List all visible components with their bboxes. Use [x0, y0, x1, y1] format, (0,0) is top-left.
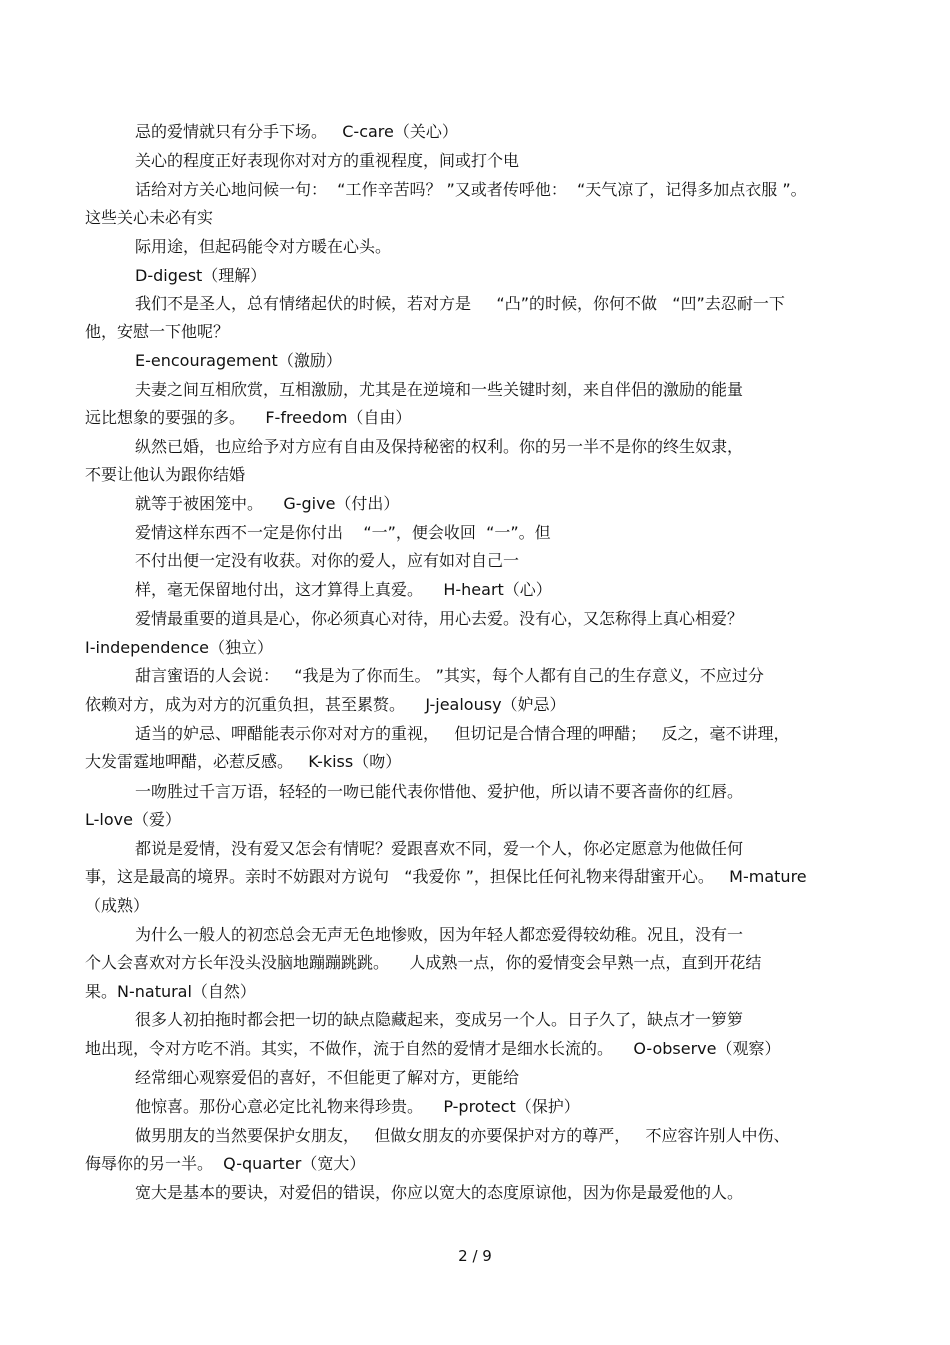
text-line: 我们不是圣人，总有情绪起伏的时候，若对方是 “凸”的时候，你何不做 “凹”去忍耐一下	[135, 294, 785, 313]
text-line: 爱情这样东西不一定是你付出 “一”，便会收回 “一”。但	[135, 523, 551, 542]
text-line: 一吻胜过千言万语，轻轻的一吻已能代表你惜他、爱护他，所以请不要吝啬你的红唇。	[135, 782, 744, 801]
text-line: 关心的程度正好表现你对对方的重视程度，间或打个电	[135, 151, 520, 170]
text-line: 很多人初拍拖时都会把一切的缺点隐藏起来，变成另一个人。日子久了，缺点才一箩箩	[135, 1010, 744, 1029]
text-line: 夫妻之间互相欣赏，互相激励，尤其是在逆境和一些关键时刻，来自伴侣的激励的能量	[135, 380, 744, 399]
text-line: 就等于被困笼中。 G-give（付出）	[135, 494, 400, 513]
text-line: 地出现，令对方吃不消。其实，不做作，流于自然的爱情才是细水长流的。 O-observe（观察）	[85, 1039, 781, 1058]
text-line: （成熟）	[85, 896, 150, 915]
text-line: L-love（爱）	[85, 810, 181, 829]
text-line: 侮辱你的另一半。 Q-quarter（宽大）	[85, 1154, 366, 1173]
text-line: 他，安慰一下他呢？	[85, 322, 230, 341]
text-line: 依赖对方，成为对方的沉重负担，甚至累赘。 J-jealousy（妒忌）	[85, 695, 566, 714]
text-line: 纵然已婚，也应给予对方应有自由及保持秘密的权利。你的另一半不是你的终生奴隶，	[135, 437, 744, 456]
text-line: I-independence（独立）	[85, 638, 274, 657]
text-line: 际用途，但起码能令对方暖在心头。	[135, 237, 392, 256]
text-line: 样，毫无保留地付出，这才算得上真爱。 H-heart（心）	[135, 580, 552, 599]
text-line: 不付出便一定没有收获。对你的爱人，应有如对自己一	[135, 551, 520, 570]
text-line: 爱情最重要的道具是心，你必须真心对待，用心去爱。没有心，又怎称得上真心相爱？	[135, 609, 744, 628]
text-line: 适当的妒忌、呷醋能表示你对对方的重视， 但切记是合情合理的呷醋； 反之，毫不讲理，	[135, 724, 790, 743]
text-line: 都说是爱情，没有爱又怎会有情呢？爱跟喜欢不同，爱一个人，你必定愿意为他做任何	[135, 839, 744, 858]
text-line: 远比想象的要强的多。 F-freedom（自由）	[85, 408, 412, 427]
text-line: 大发雷霆地呷醋，必惹反感。 K-kiss（吻）	[85, 752, 402, 771]
text-line: 宽大是基本的要诀，对爱侣的错误，你应以宽大的态度原谅他，因为你是最爱他的人。	[135, 1183, 744, 1202]
text-line: D-digest（理解）	[135, 266, 267, 285]
text-line: 不要让他认为跟你结婚	[85, 465, 246, 484]
text-line: 果。N-natural（自然）	[85, 982, 256, 1001]
text-line: 个人会喜欢对方长年没头没脑地蹦蹦跳跳。 人成熟一点，你的爱情变会早熟一点，直到开花结	[85, 953, 762, 972]
text-line: 这些关心未必有实	[85, 208, 214, 227]
text-line: 为什么一般人的初恋总会无声无色地惨败，因为年轻人都恋爱得较幼稚。况且，没有一	[135, 925, 744, 944]
text-line: E-encouragement（激励）	[135, 351, 342, 370]
text-line: 经常细心观察爱侣的喜好，不但能更了解对方，更能给	[135, 1068, 520, 1087]
page-number: 2 / 9	[458, 1247, 492, 1265]
text-line: 甜言蜜语的人会说： “我是为了你而生。 ”其实，每个人都有自己的生存意义，不应过分	[135, 666, 764, 685]
text-line: 做男朋友的当然要保护女朋友， 但做女朋友的亦要保护对方的尊严， 不应容许别人中伤、	[135, 1126, 790, 1145]
text-line: 话给对方关心地问候一句： “工作辛苦吗？ ”又或者传呼他： “天气凉了，记得多加点衣服 ”。	[135, 180, 807, 199]
text-line: 事，这是最高的境界。亲时不妨跟对方说句 “我爱你 ”，担保比任何礼物来得甜蜜开心。 M-mature	[85, 867, 807, 886]
text-line: 忌的爱情就只有分手下场。 C-care（关心）	[135, 122, 458, 141]
text-line: 他惊喜。那份心意必定比礼物来得珍贵。 P-protect（保护）	[135, 1097, 580, 1116]
